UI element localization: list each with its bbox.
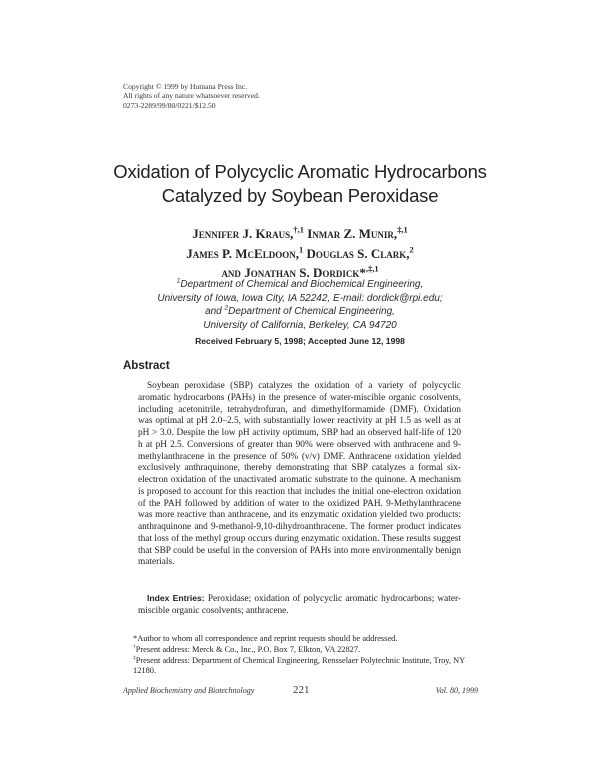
copyright-line: Copyright © 1999 by Humana Press Inc. [123, 82, 248, 91]
affiliation-line-1 [60, 278, 540, 292]
footnote-corresponding: *Author to whom all correspondence and reprint requests should be addressed. [133, 634, 398, 643]
rights-line: All rights of any nature whatsoever reserved. [123, 91, 260, 101]
author-affiliation-mark: ,‡,1 [365, 263, 379, 274]
affiliation-text: Department of Chemical Engineering, [228, 306, 395, 318]
affiliation-line-2: University of Iowa, Iowa City, IA 52242, E-mail: dordick@rpi.edu; [157, 292, 443, 304]
article-title [60, 160, 540, 208]
footnote-present-address-1 [133, 645, 468, 656]
abstract-heading: Abstract [123, 360, 170, 372]
author-name: Jennifer J. Kraus, [192, 226, 294, 241]
author-name: Douglas S. Clark, [306, 245, 410, 261]
author-affiliation-mark: †,1 [293, 224, 304, 235]
journal-name: Applied Biochemistry and Biotechnology [123, 686, 255, 695]
volume-year: Vol. 80, 1999 [435, 686, 478, 695]
author-affiliation-mark: ‡,1 [397, 224, 408, 235]
footnotes [133, 634, 468, 677]
page-number: 221 [293, 684, 310, 696]
title-line-2: Catalyzed by Soybean Peroxidase [161, 185, 439, 206]
author-affiliation-mark: 1 [298, 244, 304, 255]
title-line-1: Oxidation of Polycyclic Aromatic Hydrocarbons [113, 161, 487, 182]
author-affiliation-mark: 2 [409, 244, 414, 255]
affiliation-text: Department of Chemical and Biochemical Engineering, [180, 279, 424, 290]
affiliation-line-3 [60, 305, 540, 319]
affiliation-conjunction: and [205, 306, 225, 318]
author-name: Jonathan S. Dordick* [244, 265, 366, 280]
index-entries-label: Index Entries: [147, 593, 205, 603]
author-line-1 [60, 224, 540, 244]
author-name: James P. McEldoon, [186, 245, 299, 261]
footnote-mark: ‡ [133, 654, 136, 661]
footnote-text: Present address: Merck & Co., Inc., P.O. Box 7, Elkton, VA 22827. [135, 644, 361, 654]
affiliation-mark: 1 [176, 277, 181, 285]
affiliations [60, 278, 540, 332]
received-dates: Received February 5, 1998; Accepted June 12, 1998 [195, 336, 405, 346]
affiliation-mark: 2 [224, 304, 229, 312]
author-list [60, 224, 540, 283]
affiliation-line-4: University of California, Berkeley, CA 94720 [203, 319, 397, 331]
copyright-notice [123, 82, 423, 110]
issn-line: 0273-2289/99/80/0221/$12.50 [123, 100, 216, 110]
footnote-present-address-2 [133, 656, 468, 678]
index-entries [138, 593, 461, 618]
author-name: Inmar Z. Munir, [307, 226, 398, 241]
author-conjunction: and [221, 265, 241, 280]
index-entries-text: Peroxidase; oxidation of polycyclic aromatic hydrocarbons; water-miscible organic cosolvents; anthracene. [138, 594, 461, 616]
footnote-text: Present address: Department of Chemical Engineering, Rensselaer Polytechnic Institute, Troy, NY 12180. [133, 655, 465, 676]
footnote-mark: † [133, 644, 136, 650]
author-line-2 [60, 244, 540, 264]
abstract-text: Soybean peroxidase (SBP) catalyzes the oxidation of a variety of polycyclic aromatic hydrocarbons (PAHs) in the presence of water-miscible organic cosolvents, including acetonitrile, tetrahydrofuran, and dimethylformamide (DMF). Oxidation was optimal at pH 2.0–2.5, with substantially lower reactivity at pH 1.5 as well as at pH > 3.0. Despite the low pH activity optimum, SBP had an observed half-life of 120 h at pH 2.5. Conversions of greater than 90% were observed with anthracene and 9-methylanthracene in the presence of 50% (v/v) DMF. Anthracene oxidation yielded exclusively anthraquinone, thereby demonstrating that SBP catalyzes a formal six-electron oxidation of the unactivated aromatic substrate to the quinone. A mechanism is proposed to account for this reaction that includes the initial one-electron oxidation of the PAH followed by addition of water to the oxidized PAH. 9-Methylanthracene was more reactive than anthracene, and its enzymatic oxidation yielded two products: anthraquinone and 9-methanol-9,10-dihydroanthracene. The former product indicates that loss of the methyl group occurs during enzymatic oxidation. These results suggest that SBP could be useful in the conversion of PAHs into more environmentally benign materials. [138, 381, 461, 568]
